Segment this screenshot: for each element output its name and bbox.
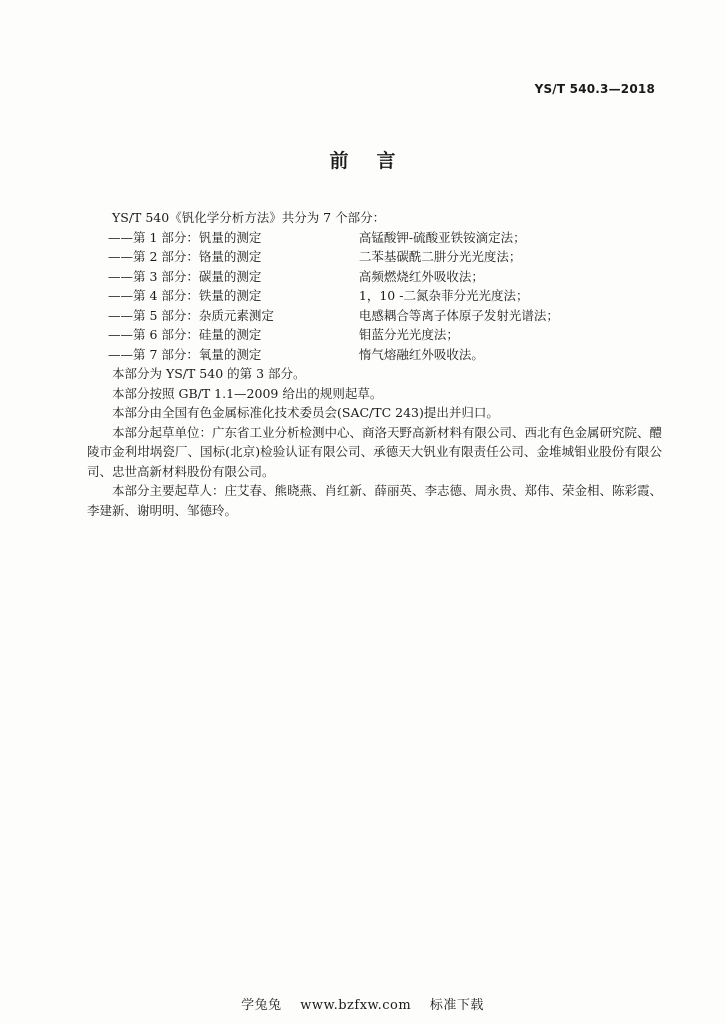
part-item-1 bbox=[87, 228, 662, 248]
part-method: 1，10 -二氮杂菲分光光度法； bbox=[358, 288, 529, 303]
part-prefix: ——第 1 部分： bbox=[108, 229, 199, 245]
footer-watermark bbox=[0, 994, 725, 1013]
part-item-6 bbox=[87, 325, 662, 345]
page-title: 前言 bbox=[329, 150, 424, 172]
part-name: 钒量的测定 bbox=[198, 229, 262, 245]
footer-site-name: 学兔兔 bbox=[241, 998, 282, 1013]
proposed-by-paragraph: 本部分由全国有色金属标准化技术委员会(SAC/TC 243)提出并归口。 bbox=[112, 405, 499, 420]
part-prefix: ——第 7 部分： bbox=[108, 346, 199, 362]
part-prefix: ——第 4 部分： bbox=[108, 288, 199, 303]
part-name: 铬量的测定 bbox=[198, 249, 262, 264]
footer-url[interactable]: www.bzfxw.com bbox=[300, 998, 412, 1013]
part-method: 惰气熔融红外吸收法。 bbox=[358, 346, 484, 362]
part-of-paragraph: 本部分为 YS/T 540 的第 3 部分。 bbox=[112, 366, 306, 381]
drafting-rules-paragraph: 本部分按照 GB/T 1.1—2009 给出的规则起草。 bbox=[112, 385, 383, 401]
part-method: 高频燃烧红外吸收法； bbox=[358, 268, 484, 284]
part-name: 铁量的测定 bbox=[198, 288, 262, 303]
part-method: 二苯基碳酰二肼分光光度法； bbox=[358, 249, 522, 264]
part-item-3 bbox=[87, 267, 662, 287]
part-name: 碳量的测定 bbox=[198, 268, 262, 284]
part-name: 氧量的测定 bbox=[198, 346, 262, 362]
drafting-units-paragraph: 本部分起草单位：广东省工业分析检测中心、商洛天野高新材料有限公司、西北有色金属研究院、醴陵市金利坩埚瓷厂、国标(北京)检验认证有限公司、承德天大钒业有限责任公司、金堆城钼业股份有限公司、忠世高新材料股份有限公司。 bbox=[87, 424, 663, 479]
standard-number: YS/T 540.3—2018 bbox=[534, 82, 655, 96]
drafters-paragraph: 本部分主要起草人：庄艾春、熊晓燕、肖红新、薛丽英、李志德、周永贵、郑伟、荣金相、陈彩霞、李建新、谢明明、邹德玲。 bbox=[87, 483, 663, 518]
part-name: 杂质元素测定 bbox=[198, 307, 274, 323]
part-prefix: ——第 3 部分： bbox=[108, 268, 199, 284]
part-item-7 bbox=[87, 345, 662, 365]
part-prefix: ——第 6 部分： bbox=[108, 327, 199, 342]
part-prefix: ——第 2 部分： bbox=[108, 249, 199, 264]
part-item-4 bbox=[87, 286, 662, 306]
footer-slogan: 标准下载 bbox=[429, 998, 484, 1013]
part-item-2 bbox=[87, 247, 662, 267]
part-name: 硅量的测定 bbox=[198, 327, 262, 342]
part-item-5 bbox=[87, 306, 662, 326]
part-method: 高锰酸钾-硫酸亚铁铵滴定法； bbox=[358, 229, 526, 245]
intro-line: YS/T 540《钒化学分析方法》共分为 7 个部分： bbox=[112, 210, 386, 225]
foreword-body bbox=[87, 208, 662, 520]
part-method: 电感耦合等离子体原子发射光谱法； bbox=[358, 307, 559, 323]
part-method: 钼蓝分光光度法； bbox=[358, 327, 459, 342]
part-prefix: ——第 5 部分： bbox=[108, 307, 199, 323]
